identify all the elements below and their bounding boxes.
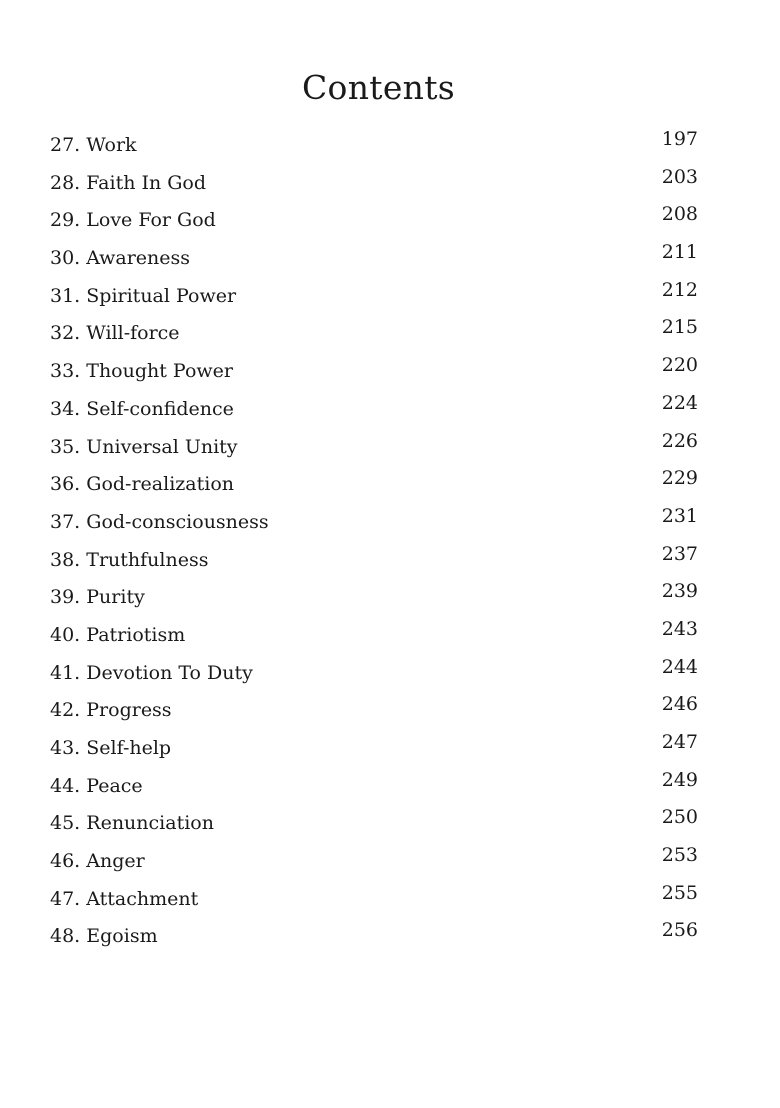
toc-entry-label: Spiritual Power <box>86 284 237 307</box>
toc-entry-label: Peace <box>86 774 143 797</box>
toc-entry <box>50 388 698 426</box>
toc-entry-title <box>50 662 253 684</box>
toc-entry-page-number: 208 <box>661 203 698 226</box>
toc-entry <box>50 501 698 539</box>
toc-entry-label: God-consciousness <box>86 510 269 533</box>
toc-entry-title <box>50 812 214 834</box>
toc-entry <box>50 124 698 162</box>
toc-entry-label: Truthfulness <box>86 548 209 571</box>
toc-entry-page-number: 250 <box>661 806 698 829</box>
toc-entry <box>50 652 698 690</box>
toc-entry-page-number: 247 <box>661 731 698 753</box>
toc-entry-number: 32. <box>50 322 81 345</box>
toc-entry-number: 43. <box>50 737 81 759</box>
toc-entry-number: 37. <box>50 510 81 533</box>
toc-entry-page-number: 237 <box>661 542 698 565</box>
toc-entry-title <box>50 209 216 231</box>
table-of-contents <box>50 124 698 953</box>
toc-entry-title <box>50 775 143 797</box>
toc-entry-page-number: 226 <box>661 429 698 452</box>
toc-entry-label: Purity <box>86 586 145 609</box>
toc-entry <box>50 614 698 652</box>
toc-entry-label: Patriotism <box>86 623 186 646</box>
toc-entry-number: 35. <box>50 435 81 458</box>
toc-entry-number: 31. <box>50 284 81 307</box>
toc-entry <box>50 275 698 313</box>
toc-entry-label: Awareness <box>86 247 191 270</box>
toc-entry <box>50 463 698 501</box>
toc-entry-number: 40. <box>50 623 81 646</box>
toc-entry-label: Egoism <box>86 925 158 948</box>
toc-entry-label: Universal Unity <box>86 435 238 458</box>
toc-entry <box>50 576 698 614</box>
toc-entry-label: Devotion To Duty <box>86 661 253 684</box>
toc-entry-title <box>50 398 234 420</box>
toc-entry <box>50 350 698 388</box>
toc-entry-number: 33. <box>50 360 81 383</box>
toc-entry-number: 42. <box>50 699 81 722</box>
toc-entry-title <box>50 436 238 458</box>
toc-entry-title <box>50 473 234 495</box>
toc-entry-number: 46. <box>50 850 81 873</box>
toc-entry-label: Thought Power <box>86 360 233 383</box>
toc-entry-label: God-realization <box>86 473 234 496</box>
toc-entry-title <box>50 925 158 947</box>
toc-entry-number: 27. <box>50 134 81 156</box>
toc-entry-number: 29. <box>50 209 81 232</box>
toc-entry-number: 45. <box>50 812 81 835</box>
toc-entry-label: Will-force <box>86 322 180 345</box>
toc-entry-page-number: 211 <box>661 241 698 264</box>
toc-entry-page-number: 212 <box>661 278 698 301</box>
toc-entry-title <box>50 850 145 872</box>
toc-entry <box>50 162 698 200</box>
toc-entry-label: Work <box>86 134 137 156</box>
toc-entry-number: 36. <box>50 473 81 496</box>
toc-entry-title <box>50 247 190 269</box>
toc-entry <box>50 802 698 840</box>
toc-entry-title <box>50 511 269 533</box>
toc-entry-page-number: 249 <box>661 768 698 791</box>
toc-entry-page-number: 231 <box>661 504 698 527</box>
toc-entry-number: 41. <box>50 661 81 684</box>
toc-entry-title <box>50 737 171 759</box>
toc-entry <box>50 689 698 727</box>
toc-entry-page-number: 253 <box>661 844 698 867</box>
toc-entry <box>50 237 698 275</box>
toc-entry-page-number: 203 <box>661 165 698 188</box>
toc-entry-title <box>50 586 145 608</box>
toc-entry-number: 47. <box>50 887 81 910</box>
toc-entry-number: 38. <box>50 548 81 571</box>
toc-entry <box>50 312 698 350</box>
toc-entry <box>50 765 698 803</box>
toc-entry-number: 28. <box>50 171 81 194</box>
toc-entry-label: Anger <box>86 850 145 873</box>
page-title: Contents <box>301 68 455 107</box>
toc-entry-page-number: 246 <box>661 693 698 716</box>
toc-entry-title <box>50 134 137 156</box>
toc-entry-label: Attachment <box>86 887 199 910</box>
toc-entry-number: 39. <box>50 586 81 609</box>
toc-entry <box>50 539 698 577</box>
toc-entry-title <box>50 360 233 382</box>
toc-entry-title <box>50 549 208 571</box>
toc-entry <box>50 840 698 878</box>
toc-entry-title <box>50 624 185 646</box>
toc-entry-page-number: 229 <box>661 467 698 490</box>
toc-entry-label: Progress <box>86 699 172 722</box>
toc-entry-label: Self-help <box>86 737 172 759</box>
toc-entry <box>50 426 698 464</box>
toc-entry-number: 34. <box>50 397 81 420</box>
toc-entry-title <box>50 285 236 307</box>
toc-entry <box>50 915 698 953</box>
toc-entry-label: Love For God <box>86 209 216 232</box>
toc-entry-page-number: 239 <box>661 580 698 603</box>
toc-entry-page-number: 255 <box>661 881 698 904</box>
toc-entry-page-number: 220 <box>661 354 698 377</box>
toc-entry-title <box>50 888 198 910</box>
toc-entry-page-number: 197 <box>661 128 698 150</box>
toc-entry-number: 44. <box>50 774 81 797</box>
toc-entry-page-number: 243 <box>661 617 698 640</box>
toc-entry-number: 48. <box>50 925 81 948</box>
toc-entry <box>50 727 698 765</box>
toc-entry-label: Self-confidence <box>86 397 234 420</box>
toc-entry-page-number: 244 <box>661 655 698 678</box>
toc-entry-page-number: 256 <box>661 919 698 942</box>
toc-entry-page-number: 215 <box>661 316 698 339</box>
toc-entry-title <box>50 699 172 721</box>
toc-entry-label: Faith In God <box>86 171 207 194</box>
toc-entry-title <box>50 322 180 344</box>
toc-entry-label: Renunciation <box>86 812 214 835</box>
toc-entry-number: 30. <box>50 247 81 270</box>
toc-entry <box>50 199 698 237</box>
toc-entry <box>50 878 698 916</box>
toc-entry-page-number: 224 <box>661 391 698 414</box>
toc-entry-title <box>50 172 206 194</box>
